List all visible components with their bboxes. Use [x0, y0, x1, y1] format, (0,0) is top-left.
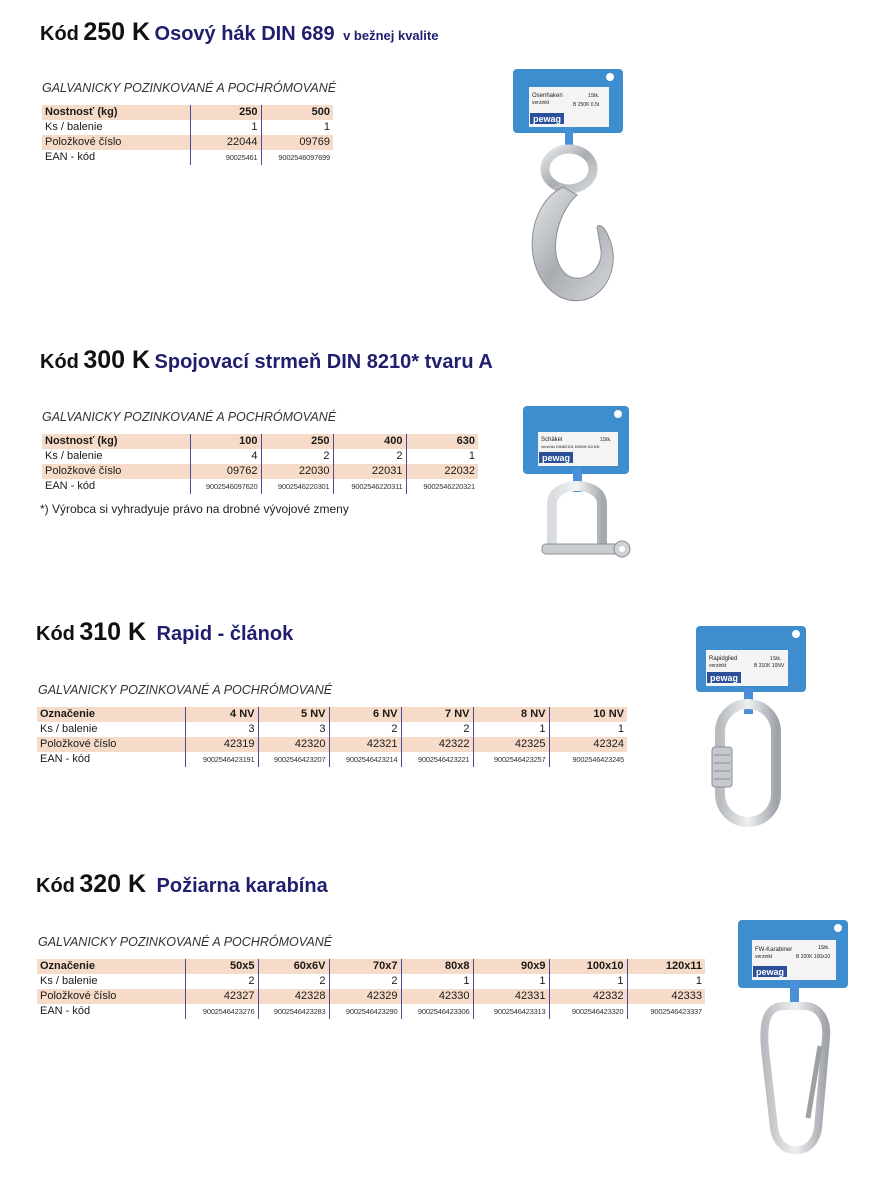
table-cell: 42330 [401, 989, 473, 1004]
table-row-ean [42, 150, 333, 165]
product-code: 320 K [79, 870, 147, 898]
ks-label: Ks / balenie [45, 450, 103, 462]
footnote: *) Výrobca si vyhradyuje právo na drobné vývojové zmeny [40, 502, 349, 516]
table-cell: 630 [406, 434, 478, 449]
product-code: 310 K [79, 618, 147, 646]
rapid-link-image [690, 622, 810, 832]
package-qty: 1Stk. [770, 656, 782, 662]
table-cell: 42320 [258, 737, 329, 752]
table-cell: 2 [401, 722, 473, 737]
product-title: Osový hák DIN 689 [154, 23, 335, 45]
table-cell: 5 NV [258, 707, 329, 722]
table-cell: 9002546220301 [261, 479, 333, 494]
table-cell: 9002546423214 [329, 752, 401, 767]
item-label: Položkové číslo [37, 737, 185, 752]
table-cell: 2 [261, 449, 333, 464]
spec-table-320 [37, 959, 705, 1019]
fire-carabiner-image [734, 918, 854, 1168]
table-cell: 42329 [329, 989, 401, 1004]
table-cell: 70x7 [329, 959, 401, 974]
package-code: B 320K 100x10 [796, 954, 831, 960]
table-cell: 250 [261, 434, 333, 449]
table-row-ks [42, 449, 478, 464]
finish-label: GALVANICKY POZINKOVANÉ A POCHRÓMOVANÉ [42, 81, 337, 95]
package-line2: verzinkt [755, 954, 773, 960]
table-cell: 42331 [473, 989, 549, 1004]
shackle-image [520, 404, 635, 574]
table-cell: 400 [333, 434, 406, 449]
table-cell: 1 [190, 120, 261, 135]
kod-label: Kód [40, 23, 79, 45]
table-cell: 9002546423313 [473, 1004, 549, 1019]
brand-logo: pewag [542, 453, 571, 463]
table-cell: 2 [329, 974, 401, 989]
table-cell: 8 NV [473, 707, 549, 722]
table-row-header [42, 105, 333, 120]
section-310-heading [36, 620, 293, 645]
table-cell: 42327 [185, 989, 258, 1004]
table-cell: 42328 [258, 989, 329, 1004]
product-title: Spojovací strmeň DIN 8210* tvaru A [154, 351, 493, 373]
table-cell: 9002546423306 [401, 1004, 473, 1019]
table-cell: 2 [329, 722, 401, 737]
table-row-ks [42, 120, 333, 135]
table-row-item [42, 464, 478, 479]
table-cell: 2 [258, 974, 329, 989]
header-label: Nostnosť (kg) [42, 434, 190, 449]
brand-logo: pewag [756, 967, 785, 977]
package-qty: 1Stk. [588, 93, 600, 99]
table-cell: 9002546220311 [333, 479, 406, 494]
product-title: Rapid - článok [156, 623, 294, 645]
table-cell: 22030 [261, 464, 333, 479]
section-320-heading [36, 872, 328, 897]
table-cell: 3 [185, 722, 258, 737]
table-cell: 22031 [333, 464, 406, 479]
finish-label: GALVANICKY POZINKOVANÉ A POCHRÓMOVANÉ [38, 683, 333, 697]
section-250-heading [40, 20, 438, 45]
package-line1: Schäkel [541, 437, 563, 443]
table-cell: 9002546423290 [329, 1004, 401, 1019]
table-cell: 100x10 [549, 959, 627, 974]
table-cell: 9002546423245 [549, 752, 627, 767]
table-cell: 500 [261, 105, 333, 120]
table-cell: 90x9 [473, 959, 549, 974]
package-line2: verzinkt DIN82101 B300K A0.63t [541, 444, 600, 449]
table-cell: 9002546423276 [185, 1004, 258, 1019]
table-cell: 1 [549, 722, 627, 737]
table-row-header [37, 707, 627, 722]
table-cell: 9002546423257 [473, 752, 549, 767]
table-cell: 22032 [406, 464, 478, 479]
ks-label: Ks / balenie [40, 723, 98, 735]
table-cell: 7 NV [401, 707, 473, 722]
table-row-header [37, 959, 705, 974]
header-label: Nostnosť (kg) [42, 105, 190, 120]
item-label: Položkové číslo [42, 135, 190, 150]
table-row-ks [37, 722, 627, 737]
brand-logo: pewag [710, 673, 739, 683]
table-cell: 2 [185, 974, 258, 989]
table-row-item [37, 737, 627, 752]
spec-table-250 [42, 105, 333, 165]
finish-label: GALVANICKY POZINKOVANÉ A POCHRÓMOVANÉ [38, 935, 333, 949]
package-line2: verzinkt [532, 100, 550, 106]
section-300-heading [40, 348, 493, 373]
table-cell: 1 [549, 974, 627, 989]
table-row-item [42, 135, 333, 150]
table-cell: 42324 [549, 737, 627, 752]
table-cell: 2 [333, 449, 406, 464]
product-quality: v bežnej kvalite [343, 28, 439, 43]
package-line2: verzinkt [709, 663, 727, 669]
kod-label: Kód [36, 875, 75, 897]
table-cell: 1 [473, 722, 549, 737]
ean-label: EAN - kód [45, 151, 96, 163]
table-cell: 1 [406, 449, 478, 464]
table-cell: 50x5 [185, 959, 258, 974]
table-cell: 9002546423320 [549, 1004, 627, 1019]
package-code: B 250K 0.5t [573, 102, 600, 108]
table-cell: 9002546423207 [258, 752, 329, 767]
table-row-ean [37, 1004, 705, 1019]
table-cell: 3 [258, 722, 329, 737]
finish-label: GALVANICKY POZINKOVANÉ A POCHRÓMOVANÉ [42, 410, 337, 424]
table-cell: 9002546097699 [261, 150, 333, 165]
table-cell: 42321 [329, 737, 401, 752]
table-cell: 1 [627, 974, 705, 989]
table-cell: 1 [473, 974, 549, 989]
table-cell: 09762 [190, 464, 261, 479]
table-cell: 120x11 [627, 959, 705, 974]
table-cell: 90025461 [190, 150, 261, 165]
table-cell: 4 [190, 449, 261, 464]
table-cell: 42332 [549, 989, 627, 1004]
table-cell: 42325 [473, 737, 549, 752]
table-row-ean [42, 479, 478, 494]
brand-logo: pewag [533, 114, 562, 124]
table-cell: 1 [261, 120, 333, 135]
table-cell: 80x8 [401, 959, 473, 974]
table-cell: 9002546097620 [190, 479, 261, 494]
spec-table-300 [42, 434, 478, 494]
table-cell: 9002546423337 [627, 1004, 705, 1019]
table-cell: 4 NV [185, 707, 258, 722]
table-cell: 42322 [401, 737, 473, 752]
table-row-item [37, 989, 705, 1004]
ks-label: Ks / balenie [40, 975, 98, 987]
table-cell: 42319 [185, 737, 258, 752]
header-label: Označenie [37, 959, 185, 974]
table-cell: 10 NV [549, 707, 627, 722]
package-qty: 1Stk. [600, 437, 612, 443]
product-title: Požiarna karabína [156, 875, 328, 897]
table-cell: 9002546220321 [406, 479, 478, 494]
table-cell: 9002546423283 [258, 1004, 329, 1019]
package-line1: FW-Karabiner [755, 947, 793, 953]
ean-label: EAN - kód [40, 753, 91, 765]
table-cell: 60x6V [258, 959, 329, 974]
header-label: Označenie [37, 707, 185, 722]
package-code: B 310K 10NV [754, 663, 785, 669]
product-code: 250 K [83, 18, 151, 46]
swivel-hook-image [505, 65, 635, 310]
package-line1: Rapidglied [709, 656, 738, 662]
ean-label: EAN - kód [45, 480, 96, 492]
table-cell: 9002546423191 [185, 752, 258, 767]
package-qty: 1Stk. [818, 945, 830, 951]
package-line1: Osenhaken [532, 93, 563, 99]
kod-label: Kód [36, 623, 75, 645]
kod-label: Kód [40, 351, 79, 373]
table-cell: 42333 [627, 989, 705, 1004]
table-cell: 100 [190, 434, 261, 449]
table-cell: 1 [401, 974, 473, 989]
item-label: Položkové číslo [42, 464, 190, 479]
table-cell: 6 NV [329, 707, 401, 722]
table-cell: 9002546423221 [401, 752, 473, 767]
table-cell: 09769 [261, 135, 333, 150]
table-row-header [42, 434, 478, 449]
table-row-ean [37, 752, 627, 767]
ks-label: Ks / balenie [45, 121, 103, 133]
product-code: 300 K [83, 346, 151, 374]
spec-table-310 [37, 707, 627, 767]
table-cell: 22044 [190, 135, 261, 150]
item-label: Položkové číslo [37, 989, 185, 1004]
table-row-ks [37, 974, 705, 989]
table-cell: 250 [190, 105, 261, 120]
ean-label: EAN - kód [40, 1005, 91, 1017]
